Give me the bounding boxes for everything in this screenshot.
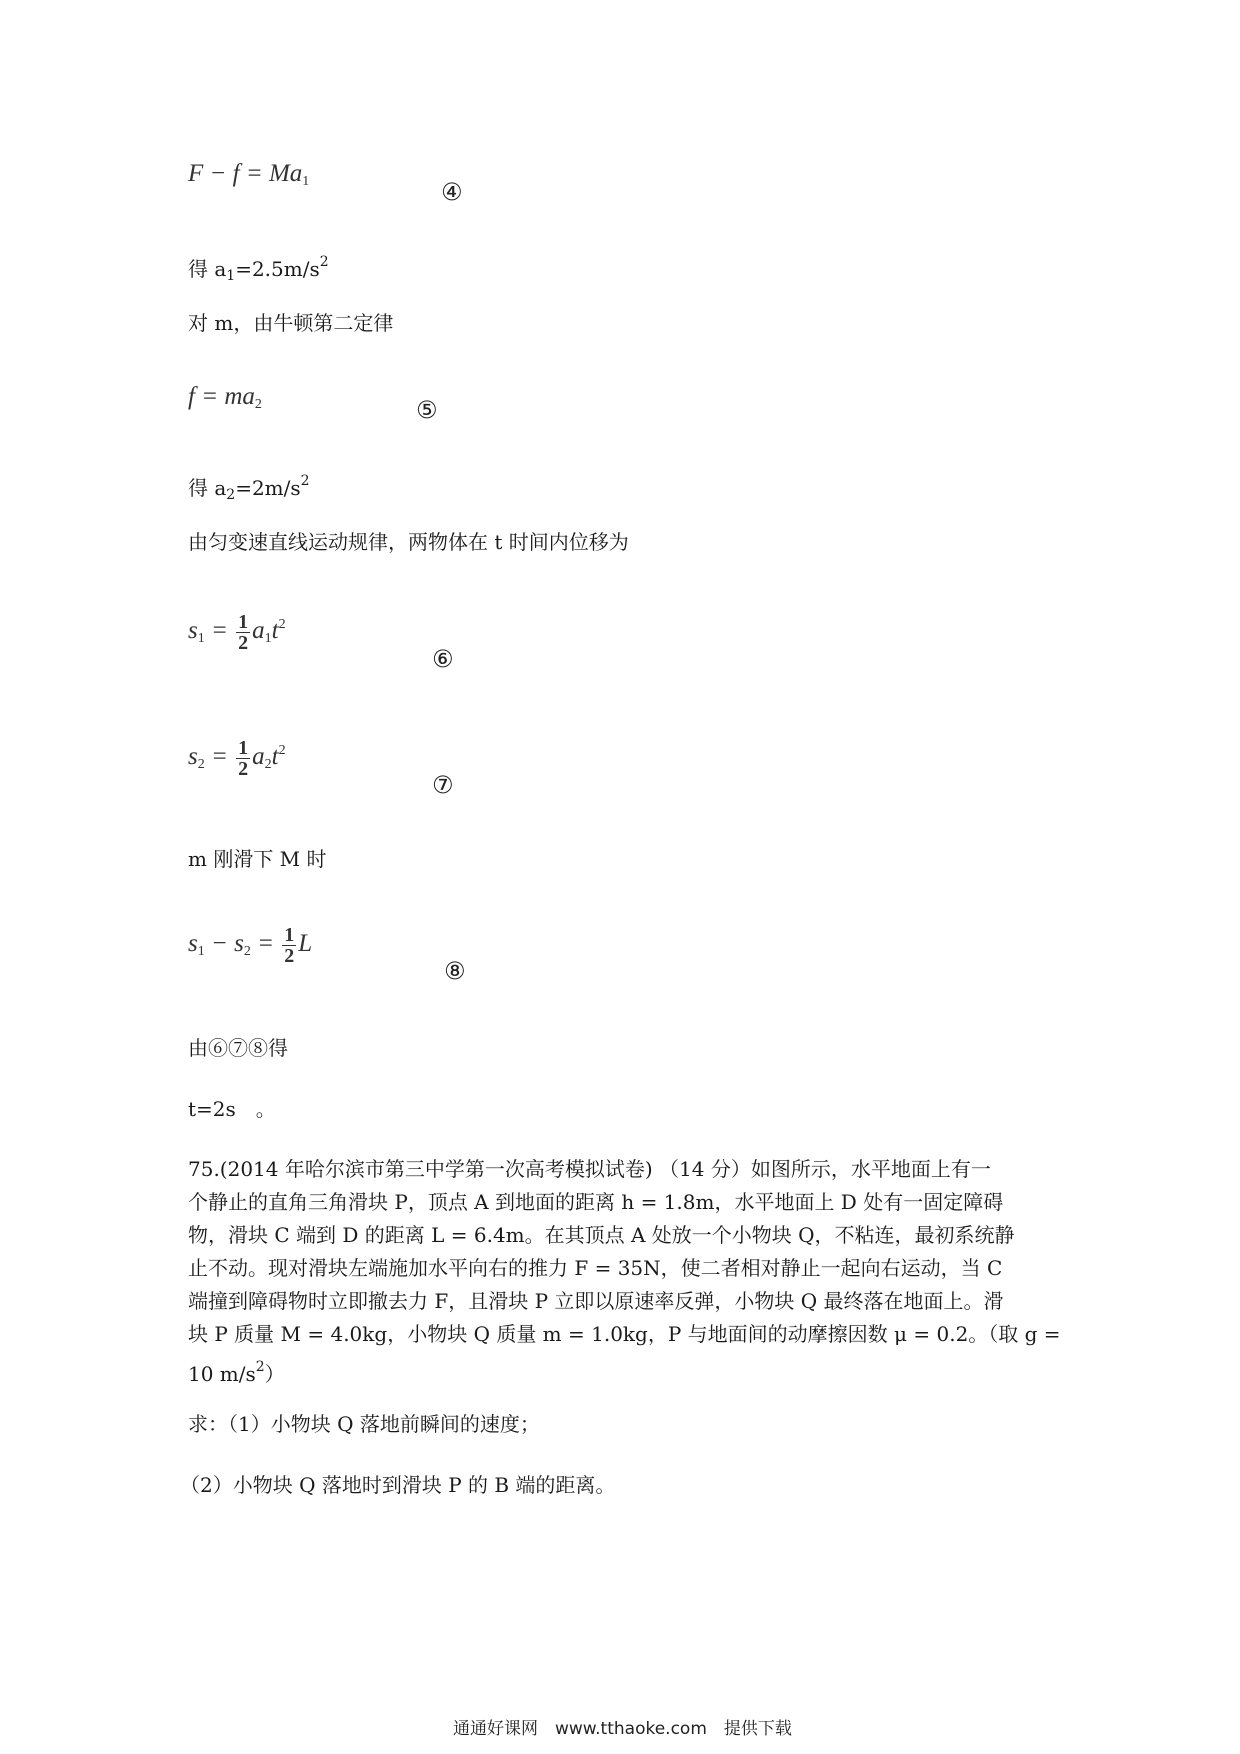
a1-result: 得 $a_1=2.5m/s^2$ bbox=[188, 254, 329, 284]
equation-7: $s_2$ = $\frac{1}{2}$ $a_2t^2$ bbox=[188, 737, 286, 780]
problem-line: 个静止的直角三角滑块 P，顶点 A 到地面的距离 h = 1.8m，水平地面上 D 处有一固定障碍 bbox=[188, 1190, 1004, 1214]
fraction-half: $\frac{1}{2}$ bbox=[238, 611, 249, 654]
page-footer: 通通好课网 www.tthaoke.com 提供下载 bbox=[453, 1719, 792, 1739]
fraction-half: $\frac{1}{2}$ bbox=[284, 924, 295, 967]
from-678: 由⑥⑦⑧得 bbox=[188, 1036, 288, 1060]
problem-line: 块 P 质量 M = 4.0kg，小物块 Q 质量 m = 1.0kg，P 与地面间的动摩擦因数 μ = 0.2。（取 g = bbox=[188, 1322, 1061, 1346]
problem-75-text bbox=[188, 1153, 1070, 1391]
kinematics-statement: 由匀变速直线运动规律，两物体在 t 时间内位移为 bbox=[188, 530, 629, 554]
problem-line: 端撞到障碍物时立即撤去力 F，且滑块 P 立即以原速率反弹，小物块 Q 最终落在地面上。滑 bbox=[188, 1289, 1004, 1313]
equation-4: $F - f = Ma_1$ bbox=[188, 160, 310, 189]
problem-line: 止不动。现对滑块左端施加水平向右的推力 F = 35N，使二者相对静止一起向右运动，当 C bbox=[188, 1256, 1003, 1280]
equation-5: $f = ma_2$ bbox=[188, 383, 262, 412]
equation-8: $s_1 - s_2$ = $\frac{1}{2}$ L bbox=[188, 924, 313, 967]
equation-number-6: ⑥ bbox=[432, 645, 454, 673]
a2-result: 得 $a_2=2m/s^2$ bbox=[188, 473, 310, 503]
m-slides-off: m 刚滑下 M 时 bbox=[188, 847, 327, 871]
question-1: 求：（1）小物块 Q 落地前瞬间的速度； bbox=[188, 1412, 540, 1436]
problem-line: 物，滑块 C 端到 D 的距离 L = 6.4m。在其顶点 A 处放一个小物块 Q，不粘连，最初系统静 bbox=[188, 1223, 1015, 1247]
equation-number-8: ⑧ bbox=[444, 957, 466, 985]
t-result: t=2s 。 bbox=[188, 1097, 276, 1121]
problem-line: 75.(2014 年哈尔滨市第三中学第一次高考模拟试卷) （14 分）如图所示，水平地面上有一 bbox=[188, 1157, 991, 1181]
equation-6: $s_1$ = $\frac{1}{2}$ $a_1t^2$ bbox=[188, 611, 286, 654]
fraction-half: $\frac{1}{2}$ bbox=[238, 737, 249, 780]
equation-number-7: ⑦ bbox=[432, 771, 454, 799]
question-2: （2）小物块 Q 落地时到滑块 P 的 B 端的距离。 bbox=[180, 1473, 616, 1497]
problem-line: 10 $m/s^2$） bbox=[188, 1359, 285, 1386]
for-m-newton: 对 m，由牛顿第二定律 bbox=[188, 311, 394, 335]
equation-number-4: ④ bbox=[441, 178, 463, 206]
equation-number-5: ⑤ bbox=[416, 396, 438, 424]
